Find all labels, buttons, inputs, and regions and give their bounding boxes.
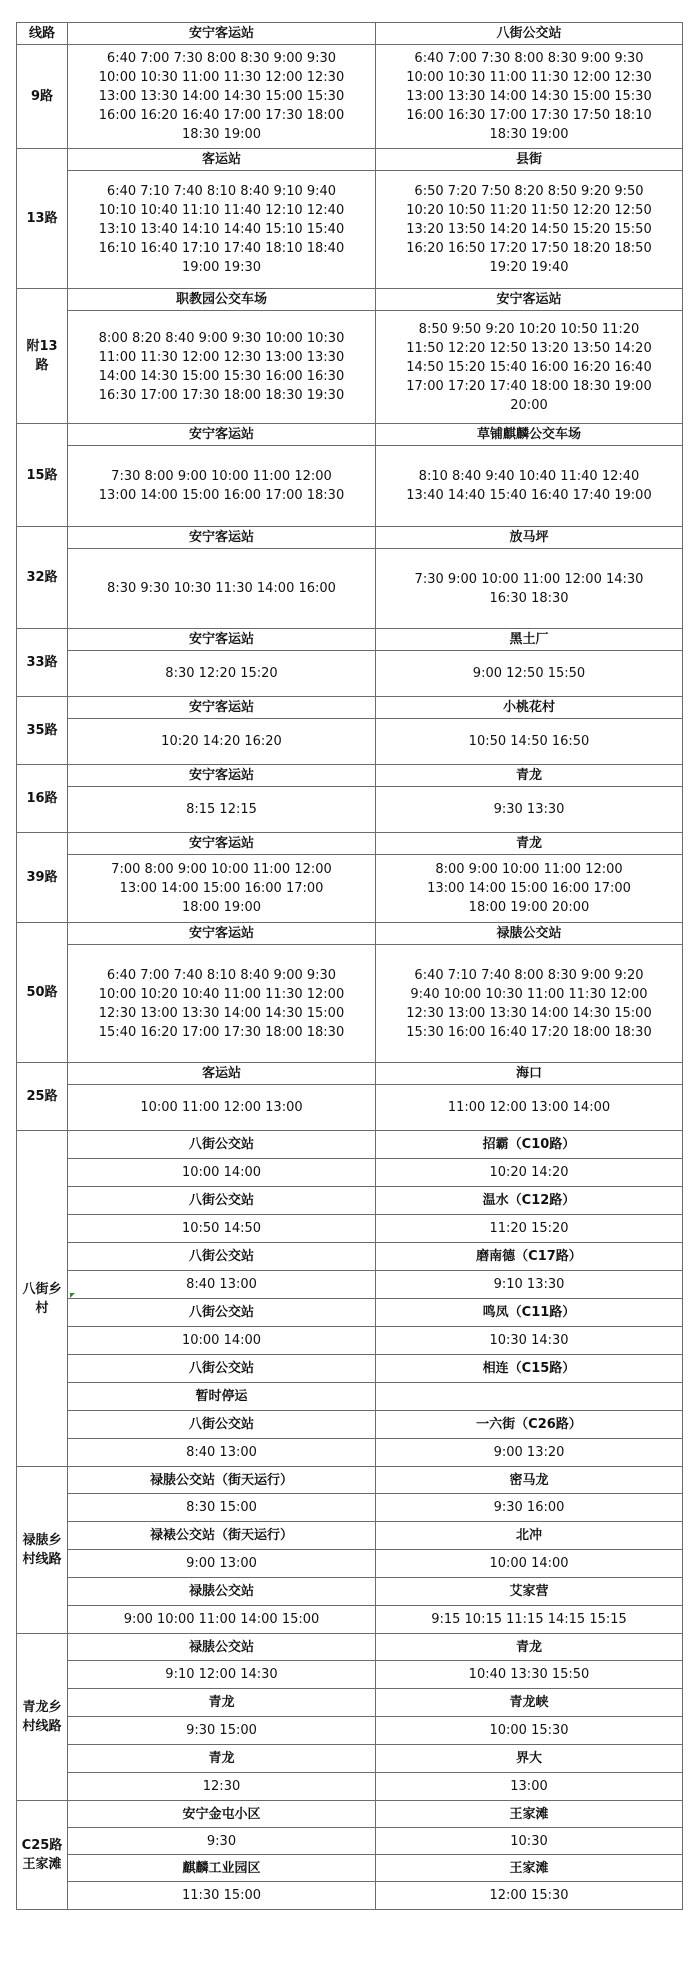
bajie-left-stop: 八街公交站 [68, 1243, 376, 1271]
route-fu13 [17, 289, 68, 424]
bajie-left-times: 10:50 14:50 [68, 1215, 376, 1243]
route-fu13-right-times: 8:50 9:50 9:20 10:20 10:50 11:20 11:50 12:20 12:50 13:20 13:50 14:20 14:50 15:20 15:40 16:00 16:20 16:40 17:00 17:20 17:40 18:00 18:30 19:00 20:00 [376, 311, 683, 424]
lupiao-left-times: 9:00 13:00 [68, 1550, 376, 1578]
route-39-left-times: 7:00 8:00 9:00 10:00 11:00 12:00 13:00 14:00 15:00 16:00 17:00 18:00 19:00 [68, 855, 376, 923]
route-13-left-times: 6:40 7:10 7:40 8:10 8:40 9:10 9:40 10:10 10:40 11:10 11:40 12:10 12:40 13:10 13:40 14:10 14:40 15:10 15:40 16:10 16:40 17:10 17:40 18:10 18:40 19:00 19:30 [68, 171, 376, 289]
route-fu13-right-stop: 安宁客运站 [376, 289, 683, 311]
route-50-left-times: 6:40 7:00 7:40 8:10 8:40 9:00 9:30 10:00 10:20 10:40 11:00 11:30 12:00 12:30 13:00 13:30 14:00 14:30 15:00 15:40 16:20 17:00 17:30 18:00 18:30 [68, 945, 376, 1063]
bajie-left-times: 8:40 13:00 [68, 1439, 376, 1467]
route-fu13-line1: 附13 [26, 339, 58, 354]
c25-right-stop: 王家滩 [376, 1801, 683, 1828]
route-50: 50路 [17, 923, 68, 1063]
c25-right-times: 12:00 15:30 [376, 1882, 683, 1910]
c25-right-times: 10:30 [376, 1828, 683, 1855]
route-33-right-times: 9:00 12:50 15:50 [376, 651, 683, 697]
lupiao-left-stop: 禄裱公交站（街天运行） [68, 1522, 376, 1550]
route-25-right-stop: 海口 [376, 1063, 683, 1085]
bajie-right-times: 10:20 14:20 [376, 1159, 683, 1187]
route-33: 33路 [17, 629, 68, 697]
cell-comment-marker [70, 1293, 75, 1298]
route-33-left-times: 8:30 12:20 15:20 [68, 651, 376, 697]
c25-left-times: 11:30 15:00 [68, 1882, 376, 1910]
bajie-right-stop: 温水（C12路） [376, 1187, 683, 1215]
c25-left-stop: 安宁金屯小区 [68, 1801, 376, 1828]
lupiao-right-times: 9:30 16:00 [376, 1494, 683, 1522]
route-qinglong-line1: 青龙乡 [22, 1700, 62, 1715]
route-16-right-stop: 青龙 [376, 765, 683, 787]
route-32-left-times: 8:30 9:30 10:30 11:30 14:00 16:00 [68, 549, 376, 629]
qinglong-right-stop: 青龙 [376, 1634, 683, 1661]
bajie-left-times: 10:00 14:00 [68, 1327, 376, 1355]
route-25-right-times: 11:00 12:00 13:00 14:00 [376, 1085, 683, 1131]
route-15-right-times: 8:10 8:40 9:40 10:40 11:40 12:40 13:40 14:40 15:40 16:40 17:40 19:00 [376, 446, 683, 527]
bajie-left-times: 10:00 14:00 [68, 1159, 376, 1187]
route-50-right-times: 6:40 7:10 7:40 8:00 8:30 9:00 9:20 9:40 10:00 10:30 11:00 11:30 12:00 12:30 13:00 13:30 14:00 14:30 15:00 15:30 16:00 16:40 17:20 18:00 18:30 [376, 945, 683, 1063]
route-32: 32路 [17, 527, 68, 629]
route-25: 25路 [17, 1063, 68, 1131]
route-25-left-stop: 客运站 [68, 1063, 376, 1085]
route-13-left-stop: 客运站 [68, 149, 376, 171]
route-9-left-times: 6:40 7:00 7:30 8:00 8:30 9:00 9:30 10:00 10:30 11:00 11:30 12:00 12:30 13:00 13:30 14:00 14:30 15:00 15:30 16:00 16:20 16:40 17:00 17:30 18:00 18:30 19:00 [68, 45, 376, 149]
route-fu13-line2: 路 [35, 358, 49, 373]
c25-left-times: 9:30 [68, 1828, 376, 1855]
route-c25-line1: C25路 [21, 1838, 63, 1853]
bajie-right-times: 9:10 13:30 [376, 1271, 683, 1299]
route-33-left-stop: 安宁客运站 [68, 629, 376, 651]
route-9-right-times: 6:40 7:00 7:30 8:00 8:30 9:00 9:30 10:00 10:30 11:00 11:30 12:00 12:30 13:00 13:30 14:00 14:30 15:00 15:30 16:00 16:30 17:00 17:30 17:50 18:10 18:30 19:00 [376, 45, 683, 149]
bajie-right-stop: 相连（C15路） [376, 1355, 683, 1383]
qinglong-right-stop: 青龙峡 [376, 1689, 683, 1717]
lupiao-left-times: 8:30 15:00 [68, 1494, 376, 1522]
route-16-right-times: 9:30 13:30 [376, 787, 683, 833]
route-15-left-stop: 安宁客运站 [68, 424, 376, 446]
bajie-left-stop: 八街公交站 [68, 1131, 376, 1159]
bajie-right-times: 10:30 14:30 [376, 1327, 683, 1355]
lupiao-left-stop: 禄脿公交站 [68, 1578, 376, 1606]
qinglong-left-times: 9:10 12:00 14:30 [68, 1661, 376, 1689]
route-15-left-times: 7:30 8:00 9:00 10:00 11:00 12:00 13:00 14:00 15:00 16:00 17:00 18:30 [68, 446, 376, 527]
route-15: 15路 [17, 424, 68, 527]
bajie-right-stop: 鸣凤（C11路） [376, 1299, 683, 1327]
route-39: 39路 [17, 833, 68, 923]
lupiao-right-times: 9:15 10:15 11:15 14:15 15:15 [376, 1606, 683, 1634]
qinglong-left-times: 12:30 [68, 1773, 376, 1801]
route-16: 16路 [17, 765, 68, 833]
route-32-right-stop: 放马坪 [376, 527, 683, 549]
bajie-left-times: 8:40 13:00 [68, 1271, 376, 1299]
c25-left-stop: 麒麟工业园区 [68, 1855, 376, 1882]
bajie-right-stop: 磨南德（C17路） [376, 1243, 683, 1271]
qinglong-right-times: 10:40 13:30 15:50 [376, 1661, 683, 1689]
route-35-left-times: 10:20 14:20 16:20 [68, 719, 376, 765]
lupiao-right-stop: 艾家营 [376, 1578, 683, 1606]
bajie-right-times: 11:20 15:20 [376, 1215, 683, 1243]
qinglong-left-stop: 青龙 [68, 1689, 376, 1717]
route-c25-line2: 王家滩 [22, 1857, 62, 1872]
route-35: 35路 [17, 697, 68, 765]
lupiao-left-stop: 禄脿公交站（街天运行） [68, 1467, 376, 1494]
route-qinglong-line2: 村线路 [22, 1719, 62, 1734]
route-39-left-stop: 安宁客运站 [68, 833, 376, 855]
route-9: 9路 [17, 45, 68, 149]
route-lupiao-line2: 村线路 [22, 1552, 62, 1567]
route-16-left-times: 8:15 12:15 [68, 787, 376, 833]
bajie-left-stop: 八街公交站 [68, 1187, 376, 1215]
route-35-right-times: 10:50 14:50 16:50 [376, 719, 683, 765]
route-32-left-stop: 安宁客运站 [68, 527, 376, 549]
route-13-right-stop: 县街 [376, 149, 683, 171]
route-c25 [17, 1801, 68, 1910]
bus-timetable [16, 22, 683, 1910]
qinglong-right-times: 13:00 [376, 1773, 683, 1801]
route-bajie-line1: 八街乡 [22, 1281, 62, 1297]
bajie-left-stop: 八街公交站 [68, 1411, 376, 1439]
qinglong-right-times: 10:00 15:30 [376, 1717, 683, 1745]
c25-right-stop: 王家滩 [376, 1855, 683, 1882]
route-32-right-times: 7:30 9:00 10:00 11:00 12:00 14:30 16:30 18:30 [376, 549, 683, 629]
header-left-stop: 安宁客运站 [68, 23, 376, 45]
bajie-right-times: 9:00 13:20 [376, 1439, 683, 1467]
route-fu13-left-times: 8:00 8:20 8:40 9:00 9:30 10:00 10:30 11:00 11:30 12:00 12:30 13:00 13:30 14:00 14:30 15:00 15:30 16:00 16:30 16:30 17:00 17:30 18:00 18:30 19:30 [68, 311, 376, 424]
qinglong-right-stop: 界大 [376, 1745, 683, 1773]
lupiao-right-stop: 北冲 [376, 1522, 683, 1550]
route-13-right-times: 6:50 7:20 7:50 8:20 8:50 9:20 9:50 10:20 10:50 11:20 11:50 12:20 12:50 13:20 13:50 14:20 14:50 15:20 15:50 16:20 16:50 17:20 17:50 18:20 18:50 19:20 19:40 [376, 171, 683, 289]
qinglong-left-stop: 青龙 [68, 1745, 376, 1773]
bajie-suspended-notice: 暂时停运 [68, 1383, 376, 1411]
route-fu13-left-stop: 职教园公交车场 [68, 289, 376, 311]
route-lupiao-village [17, 1467, 68, 1634]
route-bajie-village [17, 1131, 68, 1467]
route-50-left-stop: 安宁客运站 [68, 923, 376, 945]
route-35-left-stop: 安宁客运站 [68, 697, 376, 719]
route-39-right-times: 8:00 9:00 10:00 11:00 12:00 13:00 14:00 15:00 16:00 17:00 18:00 19:00 20:00 [376, 855, 683, 923]
lupiao-left-times: 9:00 10:00 11:00 14:00 15:00 [68, 1606, 376, 1634]
route-lupiao-line1: 禄脿乡 [22, 1533, 62, 1548]
bajie-right-stop: 招霸（C10路） [376, 1131, 683, 1159]
bajie-left-stop: 八街公交站 [68, 1299, 376, 1327]
header-right-stop: 八街公交站 [376, 23, 683, 45]
route-13: 13路 [17, 149, 68, 289]
lupiao-right-times: 10:00 14:00 [376, 1550, 683, 1578]
route-15-right-stop: 草铺麒麟公交车场 [376, 424, 683, 446]
bajie-right-stop: 一六街（C26路） [376, 1411, 683, 1439]
route-33-right-stop: 黑土厂 [376, 629, 683, 651]
qinglong-left-times: 9:30 15:00 [68, 1717, 376, 1745]
route-bajie-line2: 村 [35, 1300, 49, 1316]
route-16-left-stop: 安宁客运站 [68, 765, 376, 787]
lupiao-right-stop: 密马龙 [376, 1467, 683, 1494]
route-35-right-stop: 小桃花村 [376, 697, 683, 719]
route-39-right-stop: 青龙 [376, 833, 683, 855]
header-route: 线路 [17, 23, 68, 45]
route-qinglong-village [17, 1634, 68, 1801]
qinglong-left-stop: 禄脿公交站 [68, 1634, 376, 1661]
route-25-left-times: 10:00 11:00 12:00 13:00 [68, 1085, 376, 1131]
route-50-right-stop: 禄脿公交站 [376, 923, 683, 945]
bajie-right-empty [376, 1383, 683, 1411]
bajie-left-stop: 八街公交站 [68, 1355, 376, 1383]
